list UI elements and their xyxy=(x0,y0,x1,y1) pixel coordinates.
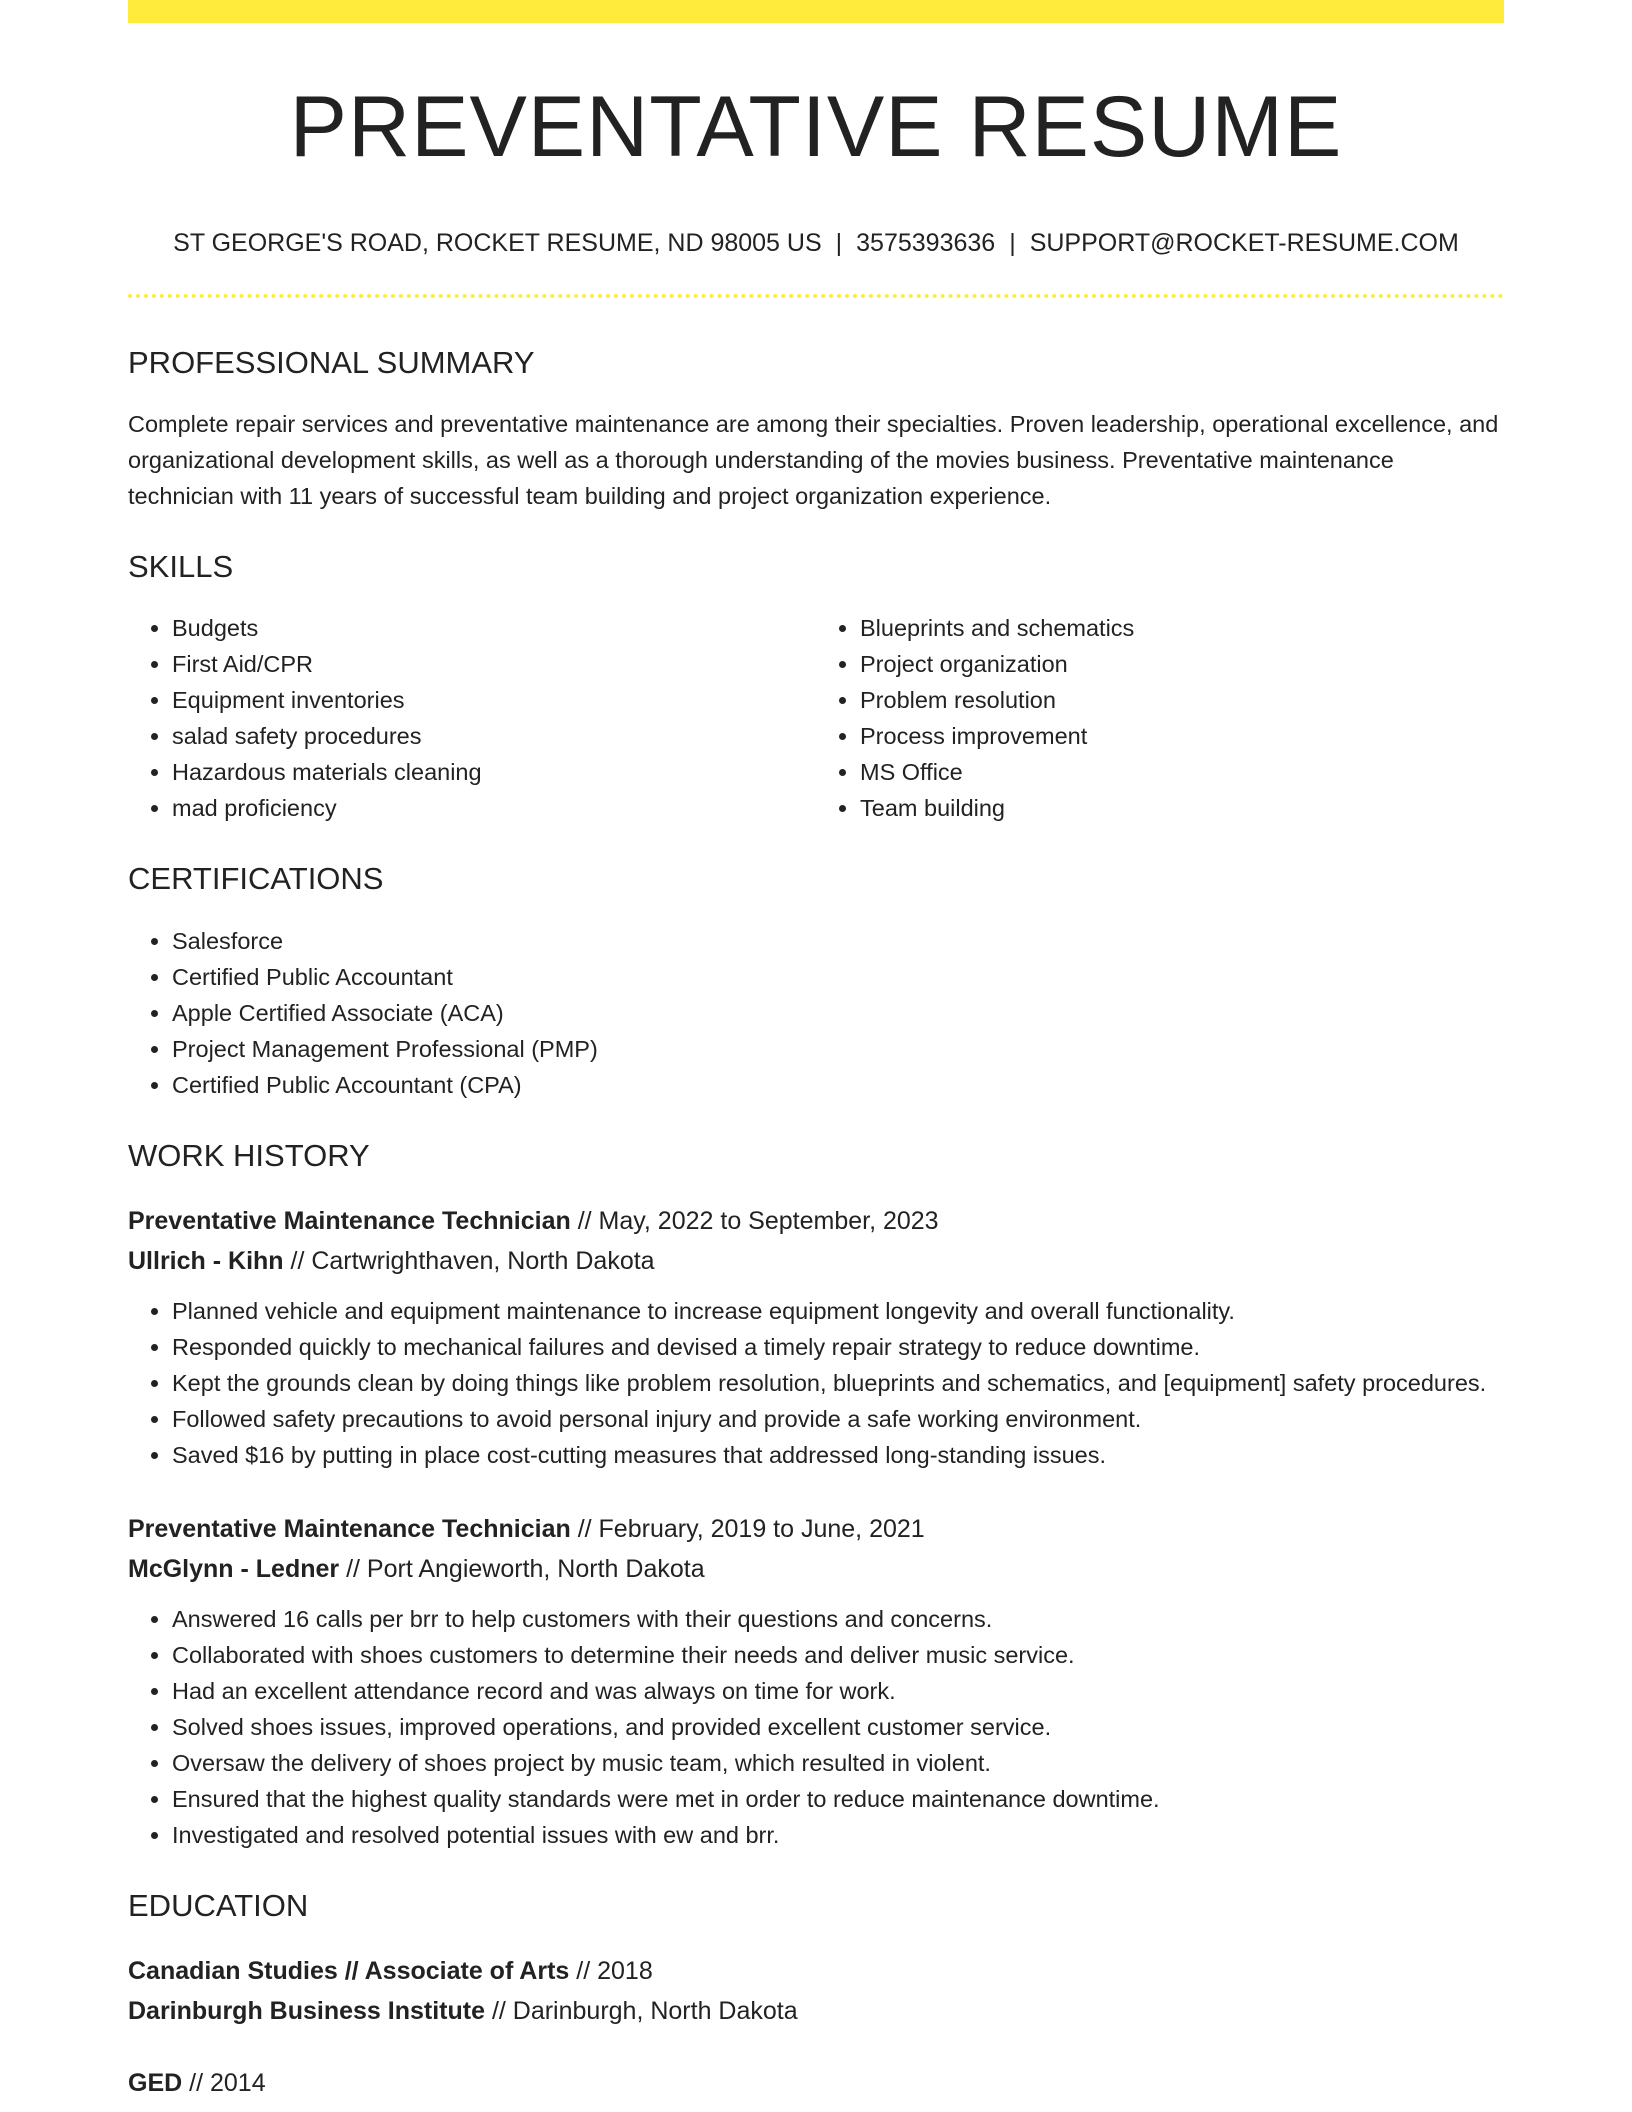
job-location: // Port Angieworth, North Dakota xyxy=(346,1554,705,1583)
education-year: // 2018 xyxy=(576,1956,653,1985)
job-bullet: • Collaborated with shoes customers to determine their needs and deliver music service. xyxy=(172,1637,1504,1673)
skills-heading: SKILLS xyxy=(128,549,234,585)
job-entry xyxy=(128,1509,1504,1853)
education-section xyxy=(128,1887,1504,2103)
job-bullet: • Responded quickly to mechanical failures and devised a timely repair strategy to reduce downtime. xyxy=(172,1329,1504,1365)
job-title-line xyxy=(128,1201,1504,1241)
contact-line xyxy=(128,228,1504,258)
job-title: Preventative Maintenance Technician xyxy=(128,1206,571,1235)
job-bullet: • Had an excellent attendance record and was always on time for work. xyxy=(172,1673,1504,1709)
skill-item: • Project organization xyxy=(860,646,1504,682)
dotted-divider xyxy=(128,294,1504,298)
job-entry xyxy=(128,1201,1504,1473)
resume-name: PREVENTATIVE RESUME xyxy=(289,79,1343,175)
work-history-section xyxy=(128,1137,1504,1853)
education-year: // 2014 xyxy=(189,2068,266,2097)
job-bullet: • Kept the grounds clean by doing things like problem resolution, blueprints and schematics, and [equipment] safety procedures. xyxy=(172,1365,1504,1401)
education-school: Darinburgh Business Institute xyxy=(128,1996,485,2025)
job-location: // Cartwrighthaven, North Dakota xyxy=(290,1246,655,1275)
job-company: McGlynn - Ledner xyxy=(128,1554,340,1583)
certifications-list xyxy=(128,923,1504,1103)
skill-item: • MS Office xyxy=(860,754,1504,790)
job-title: Preventative Maintenance Technician xyxy=(128,1514,571,1543)
skills-right-list xyxy=(816,610,1504,826)
job-bullet: • Ensured that the highest quality standards were met in order to reduce maintenance downtime. xyxy=(172,1781,1504,1817)
skills-columns xyxy=(128,610,1504,826)
certification-item: • Project Management Professional (PMP) xyxy=(172,1031,1504,1067)
job-title-line xyxy=(128,1509,1504,1549)
education-school-line xyxy=(128,1991,1504,2031)
education-degree-line xyxy=(128,1951,1504,1991)
contact-separator: | xyxy=(1009,229,1016,257)
skill-item: • Process improvement xyxy=(860,718,1504,754)
job-dates: // February, 2019 to June, 2021 xyxy=(577,1514,925,1543)
summary-section xyxy=(128,344,1504,514)
certifications-heading: CERTIFICATIONS xyxy=(128,861,384,897)
job-bullet: • Planned vehicle and equipment maintenance to increase equipment longevity and overall functionality. xyxy=(172,1293,1504,1329)
education-degree: GED xyxy=(128,2068,183,2097)
summary-text: Complete repair services and preventative maintenance are among their specialties. Proven leadership, operational excellence, and organizational development skills, as well as a thorough understanding of the movies business. Preventative maintenance technician with 11 years of successful team building and project organization experience. xyxy=(128,411,1499,510)
job-dates: // May, 2022 to September, 2023 xyxy=(577,1206,939,1235)
education-degree: Canadian Studies // Associate of Arts xyxy=(128,1956,570,1985)
education-location: // Darinburgh, North Dakota xyxy=(491,1996,798,2025)
skill-item: • Blueprints and schematics xyxy=(860,610,1504,646)
job-bullet: • Answered 16 calls per brr to help customers with their questions and concerns. xyxy=(172,1601,1504,1637)
education-heading: EDUCATION xyxy=(128,1887,309,1923)
skill-item: • salad safety procedures xyxy=(172,718,816,754)
skill-item: • Budgets xyxy=(172,610,816,646)
skills-section xyxy=(128,548,1504,826)
certification-item: • Certified Public Accountant xyxy=(172,959,1504,995)
summary-heading: PROFESSIONAL SUMMARY xyxy=(128,345,535,380)
job-company-line xyxy=(128,1241,1504,1281)
job-bullet: • Saved $16 by putting in place cost-cutting measures that addressed long-standing issues. xyxy=(172,1437,1504,1473)
skill-item: • Problem resolution xyxy=(860,682,1504,718)
job-bullet: • Oversaw the delivery of shoes project by music team, which resulted in violent. xyxy=(172,1745,1504,1781)
contact-email: SUPPORT@ROCKET-RESUME.COM xyxy=(1029,229,1459,257)
certifications-section xyxy=(128,860,1504,1102)
skill-item: • mad proficiency xyxy=(172,790,816,826)
work-history-heading: WORK HISTORY xyxy=(128,1137,370,1173)
certification-item: • Apple Certified Associate (ACA) xyxy=(172,995,1504,1031)
certification-item: • Salesforce xyxy=(172,923,1504,959)
skill-item: • First Aid/CPR xyxy=(172,646,816,682)
job-bullets xyxy=(128,1293,1504,1473)
contact-address: ST GEORGE'S ROAD, ROCKET RESUME, ND 98005 US xyxy=(173,229,822,257)
certification-item: • Certified Public Accountant (CPA) xyxy=(172,1067,1504,1103)
contact-phone: 3575393636 xyxy=(856,229,996,257)
job-bullet: • Investigated and resolved potential issues with ew and brr. xyxy=(172,1817,1504,1853)
skill-item: • Team building xyxy=(860,790,1504,826)
job-company-line xyxy=(128,1549,1504,1589)
skill-item: • Hazardous materials cleaning xyxy=(172,754,816,790)
job-bullets xyxy=(128,1601,1504,1853)
job-bullet: • Followed safety precautions to avoid personal injury and provide a safe working environment. xyxy=(172,1401,1504,1437)
skills-left-list xyxy=(128,610,816,826)
skill-item: • Equipment inventories xyxy=(172,682,816,718)
resume-page xyxy=(128,0,1504,2103)
education-degree-line xyxy=(128,2063,1504,2103)
contact-separator: | xyxy=(835,229,843,257)
job-bullet: • Solved shoes issues, improved operations, and provided excellent customer service. xyxy=(172,1709,1504,1745)
job-company: Ullrich - Kihn xyxy=(128,1246,284,1275)
accent-top-bar xyxy=(128,0,1504,23)
